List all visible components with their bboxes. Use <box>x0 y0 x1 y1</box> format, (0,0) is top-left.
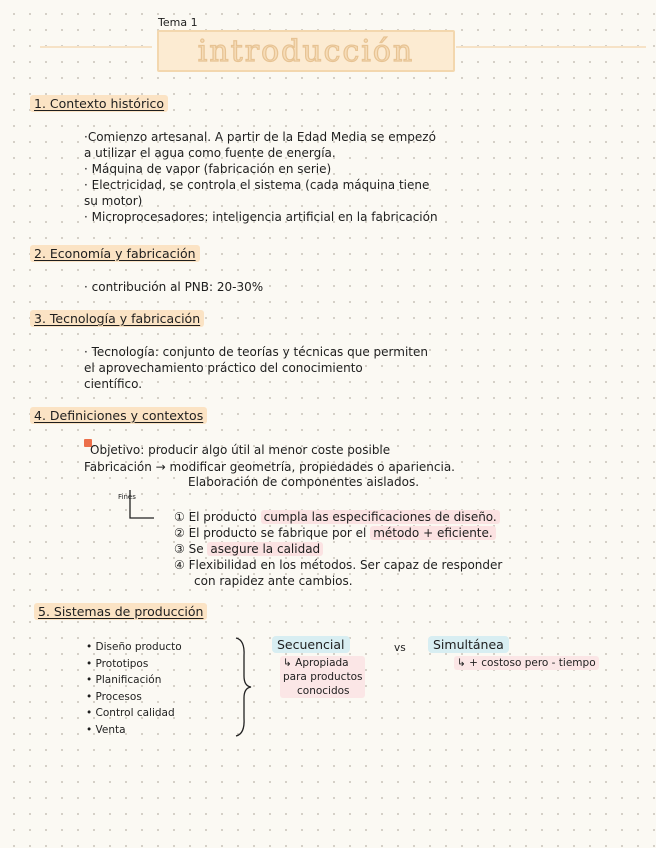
s5-list-item: • Prototipos <box>86 657 149 670</box>
vs-label: vs <box>394 642 406 654</box>
section-3-heading <box>30 311 204 326</box>
s2-line-1: · contribución al PNB: 20-30% <box>84 280 264 294</box>
sec-note-2: para productos <box>283 671 363 683</box>
s4-item-1-text: ① El producto <box>174 510 261 524</box>
s4-item-4-line-1: ④ Flexibilidad en los métodos. Ser capaz de responder <box>174 558 503 572</box>
s5-list <box>86 639 182 738</box>
section-2-heading-text: 2. Economía y fabricación <box>30 245 200 262</box>
s4-elaboracion: Elaboración de componentes aislados. <box>188 475 420 489</box>
s4-item-2-text: ② El producto se fabrique por el <box>174 526 371 540</box>
s4-item-2 <box>174 525 496 541</box>
s1-line-2: a utilizar el agua como fuente de energía. <box>84 146 336 160</box>
s4-objetivo: Objetivo: producir algo útil al menor coste posible <box>90 443 391 457</box>
page-title: introducción <box>197 33 415 69</box>
s1-line-4: · Electricidad, se controla el sistema (cada máquina tiene <box>84 178 430 192</box>
s1-line-5: su motor) <box>84 194 143 208</box>
arrow-corner-icon <box>126 488 156 524</box>
secuencial-notes <box>280 656 365 698</box>
section-5-heading-text: 5. Sistemas de producción <box>34 603 207 620</box>
section-4-heading <box>30 408 207 423</box>
s4-item-3-highlight: asegure la calidad <box>207 542 323 556</box>
s5-list-item: • Diseño producto <box>86 641 182 653</box>
s5-list-item: • Procesos <box>86 690 142 703</box>
s4-item-3-text: ③ Se <box>174 542 208 556</box>
section-2-heading <box>30 246 200 261</box>
s1-line-6: · Microprocesadores: inteligencia artificial en la fabricación <box>84 210 438 224</box>
s3-line-1: · Tecnología: conjunto de teorías y técnicas que permiten <box>84 345 428 359</box>
curly-brace-icon <box>232 636 254 738</box>
s3-line-3: científico. <box>84 377 143 391</box>
s5-list-item: • Venta <box>86 723 126 736</box>
section-3-heading-text: 3. Tecnología y fabricación <box>30 310 204 327</box>
s4-side-label: Fines <box>118 493 136 501</box>
s4-fabricacion: Fabricación → modificar geometría, propiedades o apariencia. <box>84 460 455 474</box>
section-1-heading-text: 1. Contexto histórico <box>30 95 168 112</box>
s1-line-1: ·Comienzo artesanal. A partir de la Edad Media se empezó <box>84 130 436 144</box>
s1-line-3: · Máquina de vapor (fabricación en serie) <box>84 162 332 176</box>
sec-note-3: conocidos <box>297 685 350 697</box>
s4-item-1-highlight: cumpla las especificaciones de diseño. <box>261 510 500 524</box>
secuencial-label <box>272 637 350 652</box>
section-5-heading <box>34 604 207 619</box>
topic-label: Tema 1 <box>158 16 198 29</box>
title-right-line <box>456 46 646 48</box>
simultanea-label <box>428 637 509 652</box>
section-1-heading <box>30 96 168 111</box>
simultanea-note: ↳ + costoso pero - tiempo <box>454 656 599 670</box>
section-2-body <box>84 279 263 295</box>
s4-item-4-line-2: con rapidez ante cambios. <box>194 574 353 588</box>
simultanea-text: Simultánea <box>428 636 509 653</box>
title-box <box>157 30 455 72</box>
sec-note-1: ↳ Apropiada <box>283 657 349 669</box>
s4-item-4 <box>174 557 502 589</box>
title-left-line <box>40 46 152 48</box>
s5-list-item: • Planificación <box>86 674 162 686</box>
s4-item-3 <box>174 541 323 557</box>
section-1-body <box>84 129 438 225</box>
s4-item-1 <box>174 509 500 525</box>
section-4-heading-text: 4. Definiciones y contextos <box>30 407 207 424</box>
s3-line-2: el aprovechamiento práctico del conocimiento <box>84 361 363 375</box>
s5-list-item: • Control calidad <box>86 707 175 719</box>
s4-item-2-highlight: método + eficiente. <box>370 526 496 540</box>
secuencial-text: Secuencial <box>272 636 350 653</box>
section-3-body <box>84 344 428 392</box>
